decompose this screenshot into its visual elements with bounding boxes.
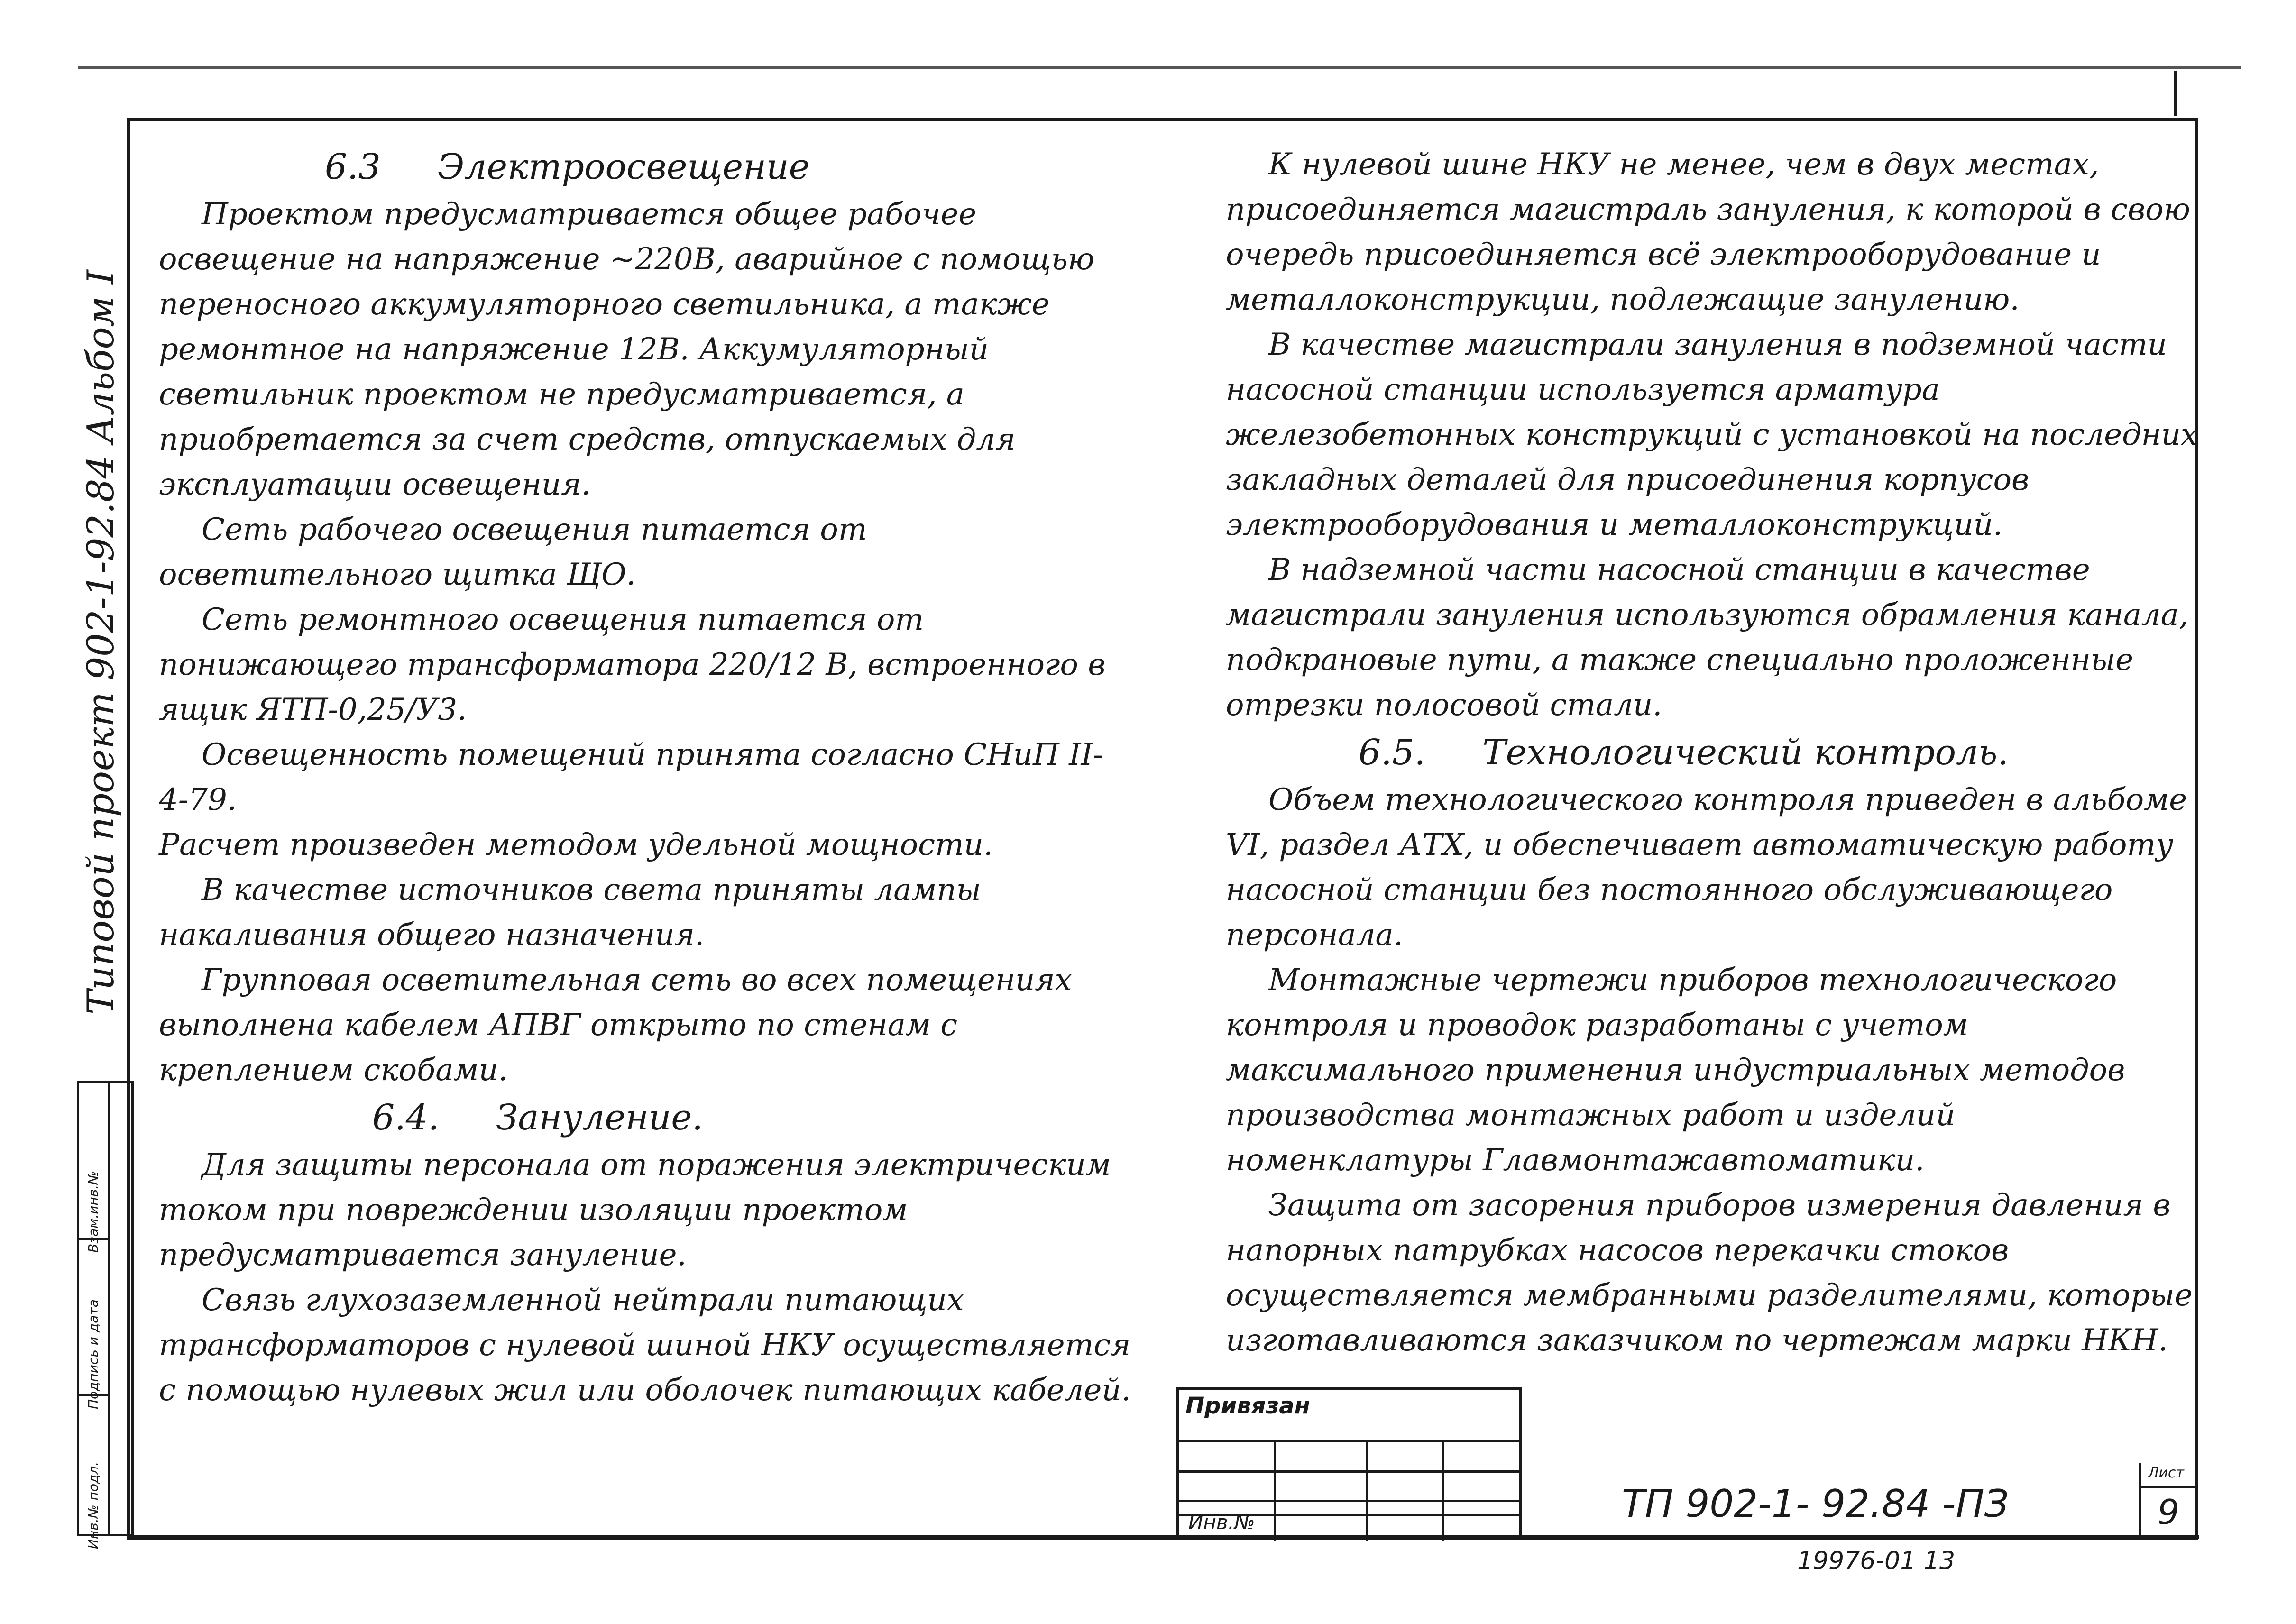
sheet-number: 9 — [2158, 1492, 2179, 1532]
paragraph: Связь глухозаземленной нейтрали питающих трансформаторов с нулевой шиной НКУ осуществляется с помощью нулевых жил или оболочек питающих кабелей. — [159, 1283, 1131, 1408]
stamp-rule — [1179, 1500, 1519, 1502]
paragraph: Объем технологического контроля приведен в альбоме VI, раздел АТХ, и обеспечивает автоматическую работу насосной станции без постоянного обслуживающего персонала. — [1226, 782, 2187, 953]
section-number: 6.5. — [1359, 732, 1426, 773]
stamp-rule — [1366, 1442, 1368, 1541]
paragraph: В качестве источников света приняты лампы накаливания общего назначения. — [159, 872, 981, 953]
section-heading-6-5 — [1226, 728, 2203, 778]
side-stamp-label: Взам.инв.№ — [85, 1171, 101, 1253]
stamp-inventory-label: Инв.№ — [1188, 1511, 1255, 1534]
side-caption: Типовой проект 902-1-92.84 Альбом I — [80, 270, 122, 1015]
paragraph: Освещенность помещений принята согласно СНиП II-4-79. — [159, 737, 1103, 817]
paragraph: В надземной части насосной станции в качестве магистрали зануления используются обрамления канала, подкрановые пути, а также специально проложенные отрезки полосовой стали. — [1226, 552, 2189, 723]
stamp-rule — [1179, 1470, 1519, 1473]
stamp-rule — [1274, 1442, 1276, 1541]
paragraph: К нулевой шине НКУ не менее, чем в двух местах, присоединяется магистраль зануления, к которой в свою очередь присоединяется всё электрооборудование и металлоконструкции, подлежащие занулению. — [1226, 147, 2191, 317]
paragraph: Расчет произведен методом удельной мощности. — [159, 827, 993, 862]
bottom-border-line — [127, 1535, 2199, 1539]
paragraph: В качестве магистрали зануления в подземной части насосной станции используется арматура железобетонных конструкций с установкой на последних закладных деталей для присоединения корпусов электрооборудования и металлоконструкций. — [1226, 327, 2198, 542]
paragraph: Монтажные чертежи приборов технологического контроля и проводок разработаны с учетом максимального применения индустриальных методов производства монтажных работ и изделий номенклатуры Главмонтажавтоматики. — [1226, 963, 2125, 1178]
side-stamp-label: Инв.№ подл. — [85, 1461, 101, 1549]
left-column — [159, 142, 1131, 1413]
side-stamp-cell-signature — [79, 1240, 108, 1409]
right-column — [1226, 142, 2203, 1363]
stamp-title: Привязан — [1185, 1393, 1310, 1419]
section-heading-6-3 — [159, 142, 1131, 192]
side-stamp — [77, 1081, 134, 1549]
section-heading-6-4 — [159, 1093, 1131, 1143]
paragraph: Защита от засорения приборов измерения давления в напорных патрубках насосов перекачки стоков осуществляется мембранными разделителями, которые изготавливаются заказчиком по чертежам марки НКН. — [1226, 1188, 2193, 1358]
sheet-corner-mark — [2174, 71, 2195, 116]
section-title: Технологический контроль. — [1482, 732, 2009, 773]
sheet-number-box — [2139, 1463, 2196, 1539]
side-stamp-cell-inventory — [79, 1396, 108, 1549]
section-number: 6.3 — [325, 147, 381, 187]
section-title: Зануление. — [496, 1097, 703, 1138]
section-number: 6.4. — [372, 1097, 440, 1138]
side-stamp-cell-replaced — [79, 1083, 108, 1253]
paragraph: Проектом предусматривается общее рабочее освещение на напряжение ~220В, аварийное с помощью переносного аккумуляторного светильника, а также ремонтное на напряжение 12В. Аккумуляторный светильник проектом не предусматривается, а приобретается за счет средств, отпускаемых для эксплуатации освещения. — [159, 197, 1094, 502]
document-code: ТП 902-1- 92.84 -ПЗ — [1622, 1482, 2009, 1526]
stamp-rule — [1442, 1442, 1444, 1541]
archive-number: 19976-01 13 — [1797, 1547, 1956, 1570]
paragraph: Для защиты персонала от поражения электрическим током при повреждении изоляции проектом предусматривается зануление. — [159, 1147, 1111, 1273]
paragraph: Сеть рабочего освещения питается от осветительного щитка ЩО. — [159, 512, 867, 592]
section-title: Электроосвещение — [437, 147, 810, 187]
side-stamp-label: Подпись и дата — [85, 1299, 101, 1409]
side-stamp-divider — [108, 1083, 110, 1534]
stamp-rule — [1179, 1440, 1519, 1442]
sheet-label: Лист — [2148, 1465, 2185, 1481]
sheet-rule — [2141, 1486, 2196, 1488]
paragraph: Сеть ремонтного освещения питается от понижающего трансформатора 220/12 В, встроенного в ящик ЯТП-0,25/У3. — [159, 602, 1106, 727]
title-block-stamp — [1176, 1387, 1522, 1539]
paragraph: Групповая осветительная сеть во всех помещениях выполнена кабелем АПВГ открыто по стенам с креплением скобами. — [159, 963, 1072, 1088]
top-border-line — [78, 66, 2241, 69]
